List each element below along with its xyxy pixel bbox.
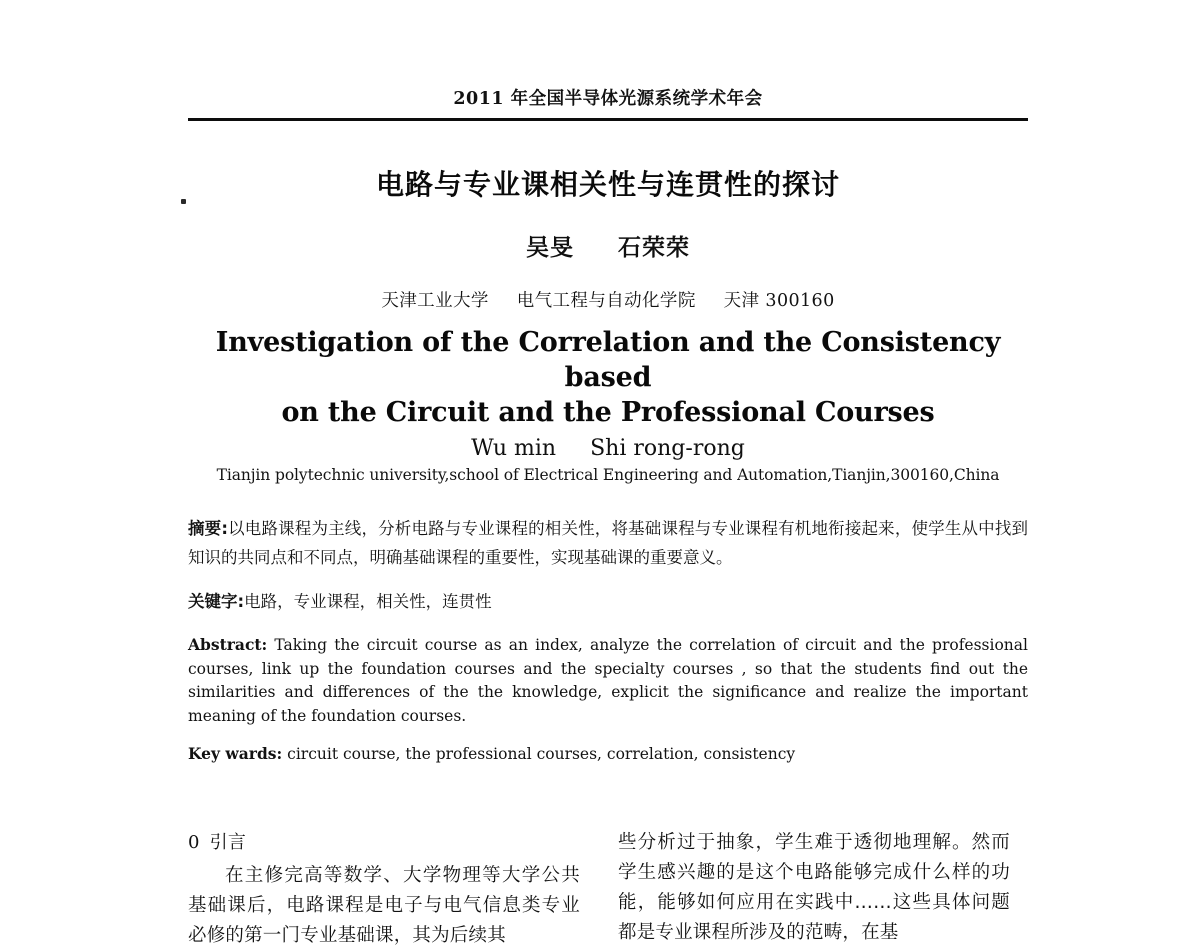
- chinese-authors: [188, 229, 1028, 262]
- body-column-left: [188, 828, 580, 951]
- english-title-line-2: on the Circuit and the Professional Courses: [281, 396, 935, 428]
- english-title-line-1: Investigation of the Correlation and the Consistency based: [215, 327, 1001, 393]
- affiliation-school: 电气工程与自动化学院: [516, 291, 696, 312]
- chinese-abstract-text: 以电路课程为主线，分析电路与专业课程的相关性，将基础课程与专业课程有机地衔接起来，使学生从中找到知识的共同点和不同点，明确基础课程的重要性，实现基础课的重要意义。: [188, 519, 1028, 568]
- chinese-author-2: 石荣荣: [618, 235, 691, 262]
- body-paragraph-right: 些分析过于抽象，学生难于透彻地理解。然而学生感兴趣的是这个电路能够完成什么样的功能，能够如何应用在实践中……这些具体问题都是专业课程所涉及的范畴，在基: [618, 832, 1010, 943]
- chinese-author-1: 吴旻: [525, 235, 574, 262]
- chinese-keywords: [188, 589, 1028, 615]
- chinese-abstract: [188, 514, 1028, 573]
- chinese-keywords-label: 关键字:: [188, 591, 245, 611]
- english-keywords: [188, 742, 1028, 766]
- english-keywords-text: circuit course, the professional courses, correlation, consistency: [287, 745, 796, 764]
- scan-artifact-speck: [181, 199, 186, 204]
- chinese-title: 电路与专业课相关性与连贯性的探讨: [375, 168, 840, 202]
- english-affiliation: Tianjin polytechnic university,school of Electrical Engineering and Automation,Tianjin,300160,China: [216, 466, 1000, 485]
- english-abstract-label: Abstract:: [188, 635, 268, 655]
- english-author-2: Shi rong-rong: [590, 436, 745, 462]
- section-heading-introduction: [188, 828, 580, 857]
- english-authors: [188, 436, 1028, 461]
- english-keywords-label: Key wards:: [188, 744, 283, 764]
- english-title: [188, 326, 1028, 430]
- body-two-column-layout: [188, 828, 1028, 952]
- chinese-affiliation: [188, 287, 1028, 312]
- english-abstract: [188, 633, 1028, 728]
- body-paragraph-left: 在主修完高等数学、大学物理等大学公共基础课后，电路课程是电子与电气信息类专业必修的第一门专业基础课，其为后续其: [188, 865, 580, 947]
- english-abstract-text: Taking the circuit course as an index, analyze the correlation of circuit and the professional courses, link up the foundation courses and the specialty courses , so that the students find out the similarities and differences of the the knowledge, explicit the significance and realize the important meaning of the foundation courses.: [188, 636, 1028, 725]
- chinese-abstract-label: 摘要:: [188, 519, 228, 539]
- body-column-right: [618, 828, 1010, 948]
- section-number: 0: [188, 832, 200, 853]
- running-head: 2011 年全国半导体光源系统学术年会: [453, 89, 763, 109]
- section-title: 引言: [209, 832, 247, 853]
- affiliation-city-postcode: 天津 300160: [723, 291, 835, 312]
- affiliation-university: 天津工业大学: [381, 291, 489, 312]
- english-author-1: Wu min: [471, 436, 557, 462]
- page-content: [188, 0, 1028, 767]
- chinese-keywords-text: 电路，专业课程，相关性，连贯性: [244, 591, 492, 611]
- header-rule: [188, 118, 1028, 121]
